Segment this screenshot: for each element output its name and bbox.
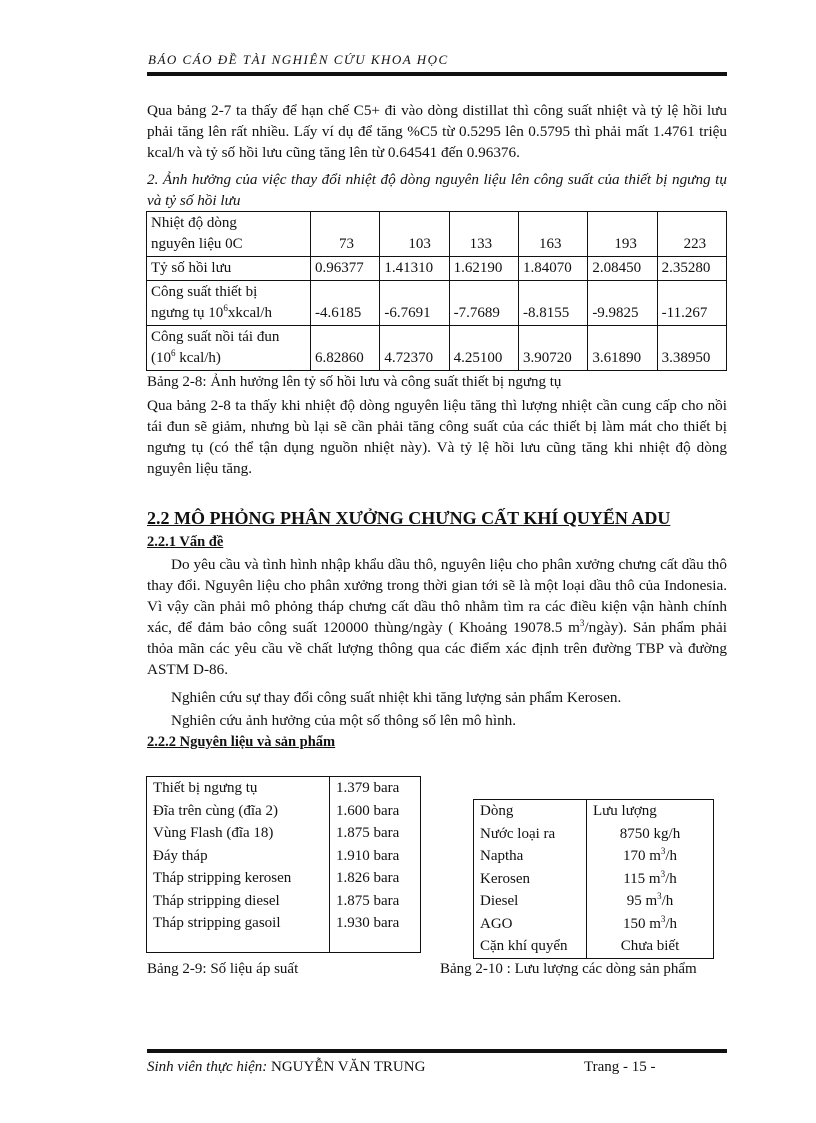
table-cell: 95 $m^3/h$ (587, 890, 714, 913)
table-cell: Nước loại ra (474, 823, 587, 846)
table-cell: Naptha (474, 845, 587, 868)
table-cell: -7.7689 (449, 281, 518, 326)
table-cell: 1.41310 (380, 257, 449, 281)
table-cell: 103 (380, 212, 449, 257)
table-row (474, 868, 714, 891)
header-rule (147, 72, 727, 76)
table-cell: 115 $m^3/h$ (587, 868, 714, 891)
table-cell: Chưa biết (587, 935, 714, 958)
table-cell: 1.379 bara (336, 780, 400, 796)
table-cell: Tỷ số hồi lưu (147, 257, 311, 281)
subsection-title-2-2-2: 2.2.2 Nguyên liệu và sản phẩm (147, 734, 336, 750)
table-cell: 4.72370 (380, 326, 449, 371)
table-cell: 1.875 bara (336, 825, 400, 841)
table-cell: 1.600 bara (336, 802, 400, 819)
table-cell: Vùng Flash (đĩa 18) (147, 822, 330, 845)
table-row (474, 823, 714, 846)
table-row (147, 777, 421, 800)
table-row (147, 212, 727, 257)
paragraph-3: Qua bảng 2-8 ta thấy khi nhiệt độ dòng nguyên liệu tăng thì lượng nhiệt cần cung cấp cho nồi tái đun sẽ giảm, nhưng bù lại sẽ cần phải tăng công suất của các thiết bị làm mát cho thiết bị ngưng tụ (có thể tận dụng nguồn nhiệt này). Và tỷ lệ hồi lưu cũng tăng khi nhiệt độ dòng nguyên liệu tăng. (147, 397, 727, 477)
table-header-cell: Lưu lượng (587, 800, 714, 823)
footer-page-number: Trang - 15 - (584, 1059, 656, 1075)
table-cell: AGO (474, 913, 587, 936)
table-cell: 3.38950 (657, 326, 726, 371)
table-row (474, 890, 714, 913)
table-cell: 6.82860 (311, 326, 380, 371)
table-cell: 1.84070 (518, 257, 587, 281)
footer-author: Sinh viên thực hiện: NGUYỄN VĂN TRUNG (147, 1059, 426, 1075)
table-cell: Tháp stripping kerosen (147, 867, 330, 890)
table-cell: -9.9825 (588, 281, 657, 326)
table-cell: Đáy tháp (147, 845, 330, 868)
table-cell: -11.267 (657, 281, 726, 326)
table-cell: Cặn khí quyển (474, 935, 587, 958)
table-row (474, 913, 714, 936)
table-row (147, 845, 421, 868)
paragraph-5: Nghiên cứu sự thay đổi công suất nhiệt khi tăng lượng sản phẩm Kerosen. (171, 689, 622, 706)
table-cell: 150 $m^3/h$ (587, 913, 714, 936)
table-cell: 3.61890 (588, 326, 657, 371)
table-row (147, 822, 421, 845)
table-cell: Thiết bị ngưng tụ (147, 777, 330, 800)
table-caption-2-9: Bảng 2-9: Số liệu áp suất (147, 961, 299, 977)
subsection-title-2-2-1: 2.2.1 Vấn đề (147, 534, 224, 550)
paragraph-1: Qua bảng 2-7 ta thấy để hạn chế C5+ đi vào dòng distillat thì công suất nhiệt và tỷ lệ hồi lưu phải tăng lên rất nhiều. Lấy ví dụ để tăng %C5 từ 0.5295 lên 0.5795 thì phải mất 1.4761 triệu kcal/h và tỷ số hồi lưu cũng tăng lên từ 0.64541 đến 0.96376. (147, 102, 727, 161)
paragraph-6: Nghiên cứu ảnh hưởng của một số thông số lên mô hình. (171, 712, 517, 729)
paragraph-2-heading: 2. Ảnh hưởng của việc thay đổi nhiệt độ dòng nguyên liệu lên công suất của thiết bị ngưng tụ và tỷ số hồi lưu (147, 171, 727, 209)
table-cell: -6.7691 (380, 281, 449, 326)
table-cell: Tháp stripping gasoil (147, 912, 330, 953)
table-cell: 8750 kg/h (587, 823, 714, 846)
footer-rule (147, 1049, 727, 1053)
table-cell: 193 (588, 212, 657, 257)
table-caption-2-10: Bảng 2-10 : Lưu lượng các dòng sản phẩm (440, 961, 697, 977)
table-row (147, 257, 727, 281)
table-row (474, 935, 714, 958)
table-cell: 2.08450 (588, 257, 657, 281)
table-cell: 1.62190 (449, 257, 518, 281)
table-reflux-condenser (146, 211, 727, 371)
table-cell: 1.910 bara (336, 847, 400, 864)
table-row (147, 800, 421, 823)
table-row (147, 890, 421, 913)
table-header-row (474, 800, 714, 823)
table-product-flow (473, 799, 714, 959)
table-cell: Công suất thiết bị ngưng tụ $10^6xkcal/h$ (147, 281, 311, 326)
table-cell: -4.6185 (311, 281, 380, 326)
table-row (147, 867, 421, 890)
table-row (147, 912, 421, 953)
table-cell: 1.930 bara (336, 915, 400, 931)
table-cell: 4.25100 (449, 326, 518, 371)
table-cell: Đĩa trên cùng (đĩa 2) (147, 800, 330, 823)
paragraph-4: Do yêu cầu và tình hình nhập khẩu dầu thô, nguyên liệu cho phân xưởng chưng cất dầu thô thay đổi. Nguyên liệu cho phân xưởng trong thời gian tới sẽ là một loại dầu thô của Indonesia. Vì vậy cần phải mô phỏng tháp chưng cất dầu thô nhằm tìm ra các điều kiện vận hành chính xác, để đảm bảo công suất 120000 thùng/ngày ( Khoảng 19078.5 $m^3/ngày$). Sản phẩm phải thỏa mãn các yêu cầu về chất lượng thông qua các điểm xác định trên đường TBP và đường ASTM D-86. (147, 556, 727, 678)
table-cell: Diesel (474, 890, 587, 913)
table-row (147, 326, 727, 371)
table-pressure (146, 776, 421, 953)
section-title: 2.2 MÔ PHỎNG PHÂN XƯỞNG CHƯNG CẤT KHÍ QUYỂN ADU (147, 508, 671, 528)
table-row (474, 845, 714, 868)
table-cell: 170 $m^3/h$ (587, 845, 714, 868)
table-cell: 1.826 bara (336, 870, 400, 886)
table-cell: 163 (518, 212, 587, 257)
page-header: BÁO CÁO ĐỀ TÀI NGHIÊN CỨU KHOA HỌC (148, 52, 449, 67)
table-cell: Kerosen (474, 868, 587, 891)
table-cell: 73 (311, 212, 380, 257)
table-cell: 0.96377 (311, 257, 380, 281)
table-cell: 133 (449, 212, 518, 257)
table-cell: 3.90720 (518, 326, 587, 371)
table-cell: Nhiệt độ dòng nguyên liệu 0C (147, 212, 311, 257)
table-cell: Công suất nồi tái đun ($10^6$ kcal/h) (147, 326, 311, 371)
table-cell: 1.875 bara (336, 892, 400, 909)
table-header-cell: Dòng (474, 800, 587, 823)
table-row (147, 281, 727, 326)
table-caption-2-8: Bảng 2-8: Ảnh hưởng lên tỷ số hồi lưu và công suất thiết bị ngưng tụ (147, 374, 562, 390)
table-cell: Tháp stripping diesel (147, 890, 330, 913)
table-cell: 2.35280 (657, 257, 726, 281)
table-cell: 223 (657, 212, 726, 257)
table-cell: -8.8155 (518, 281, 587, 326)
